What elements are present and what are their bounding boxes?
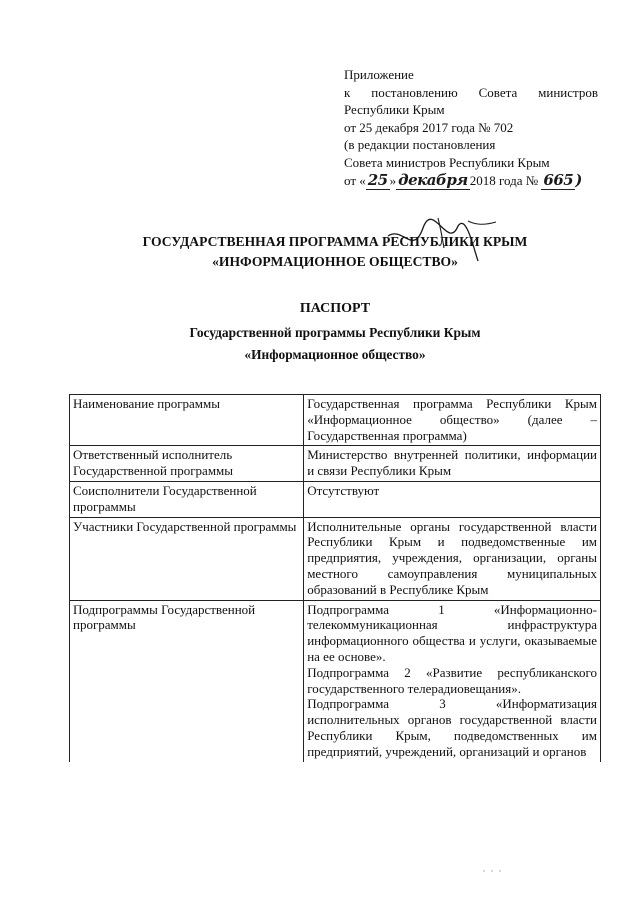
row-label: Подпрограммы Государственной программы: [70, 600, 304, 761]
appendix-line-2: к постановлению Совета министров: [344, 84, 598, 100]
closing-bracket-mark: ): [575, 170, 582, 189]
title-line-1: ГОСУДАРСТВЕННАЯ ПРОГРАММА РЕСПУБЛИКИ КРЫМ: [142, 234, 528, 249]
appendix-line-7: [344, 172, 598, 190]
date-quote: »: [389, 172, 397, 188]
title-line-2: «ИНФОРМАЦИОННОЕ ОБЩЕСТВО»: [212, 254, 458, 269]
row-value: [304, 517, 601, 600]
appendix-line-1: Приложение: [344, 67, 414, 82]
table-row: [70, 600, 601, 761]
table-row: [70, 446, 601, 482]
document-title: [60, 232, 610, 272]
appendix-line-3: Республики Крым: [344, 102, 445, 118]
row-value-text: Государственная программа Республики Крым «Информационное общество» (далее – Государственная программа): [307, 396, 597, 443]
table-row: [70, 395, 601, 446]
handwritten-day: 25: [367, 170, 388, 189]
passport-subtitle-line-2: «Информационное общество»: [244, 347, 426, 362]
row-label: Соисполнители Государственной программы: [70, 481, 304, 517]
date-prefix: от «: [344, 172, 366, 188]
handwritten-month: декабря: [398, 170, 468, 189]
handwritten-number: 665: [543, 170, 574, 189]
table-row: [70, 481, 601, 517]
appendix-line-5: (в редакции постановления: [344, 137, 496, 153]
passport-heading: ПАСПОРТ: [299, 301, 371, 316]
scan-speck-icon: [480, 868, 520, 874]
row-value: [304, 446, 601, 482]
table-row: [70, 517, 601, 600]
appendix-block: [344, 66, 598, 189]
row-value: [304, 481, 601, 517]
passport-table: [69, 394, 601, 762]
row-label: Ответственный исполнитель Государственной программы: [70, 446, 304, 482]
passport-subtitle: [60, 322, 610, 366]
subprogram-2-text: Подпрограмма 2 «Развитие республиканского государственного телерадиовещания».: [307, 664, 597, 696]
row-value: [304, 395, 601, 446]
row-label: Наименование программы: [70, 395, 304, 446]
subprogram-3-text: Подпрограмма 3 «Информатизация исполнительных органов государственной власти Республики Крым, подведомственных им предприятий, учреждений, организаций и органов: [307, 696, 597, 759]
appendix-line-4: от 25 декабря 2017 года № 702: [344, 119, 514, 135]
appendix-line-6: Совета министров Республики Крым: [344, 154, 550, 170]
row-value: [304, 600, 601, 761]
date-year: 2018 года №: [469, 172, 539, 188]
subprogram-1-text: Подпрограмма 1 «Информационно-телекоммуникационная инфраструктура информационного общества и услуги, оказываемые на ее основе».: [307, 601, 597, 664]
row-value-text: Исполнительные органы государственной власти Республики Крым и подведомственные им предприятия, учреждения, организации, органы местного самоуправления муниципальных образований в Республике Крым: [307, 518, 597, 597]
row-value-text: Министерство внутренней политики, информации и связи Республики Крым: [307, 447, 597, 479]
row-value-text: Отсутствуют: [307, 482, 380, 498]
row-label: Участники Государственной программы: [70, 517, 304, 600]
passport-subtitle-line-1: Государственной программы Республики Крым: [189, 325, 481, 340]
